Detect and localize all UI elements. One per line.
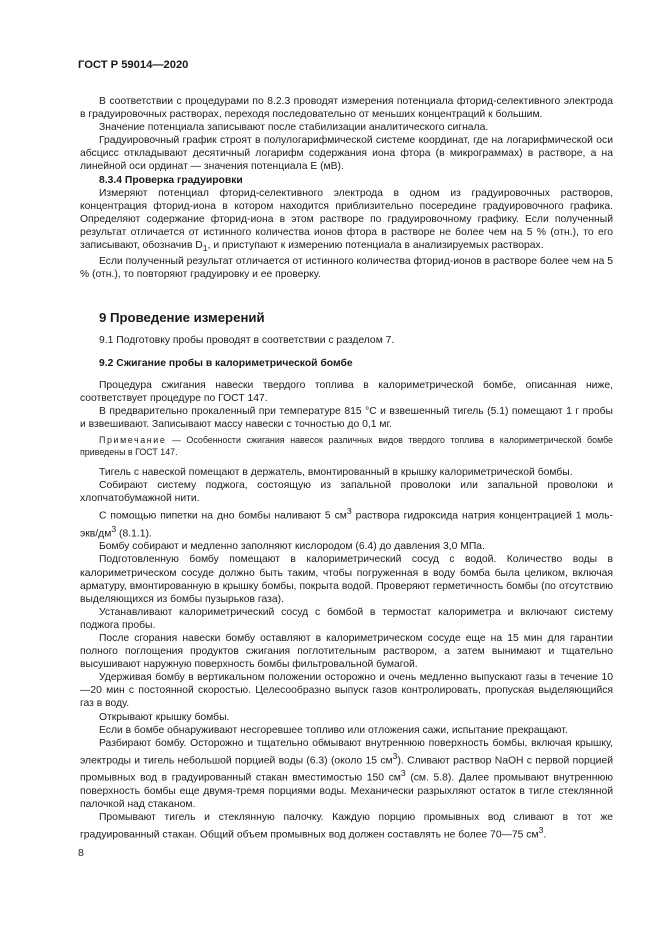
section-9-2-text-b bbox=[80, 466, 613, 842]
paragraph: В предварительно прокаленный при температуре 815 °С и взвешенный тигель (5.1) помещают 1 г пробы и взвешивают. Записывают массу навески с точностью до 0,1 мг. bbox=[80, 406, 613, 431]
page-number: 8 bbox=[78, 847, 84, 859]
paragraph: С помощью пипетки на дно бомбы наливают 5 $см^3$ раствора гидроксида натрия концентрацией 1 моль-$экв/дм^3$ (8.1.1). bbox=[80, 506, 613, 540]
section-9-2-text-a bbox=[80, 379, 613, 431]
paragraph: После сгорания навески бомбу оставляют в калориметрическом сосуде еще на 15 мин для гарантии полного поглощения продуктов сжигания поглотительным раствором, а затем вынимают и тщательно высушивают наружную поверхность бомбы фильтровальной бумагой. bbox=[80, 633, 613, 671]
paragraph: В соответствии с процедурами по 8.2.3 проводят измерения потенциала фторид-селективного электрода в градуировочных растворах, переходя последовательно от меньших концентраций к большим. bbox=[80, 96, 613, 121]
paragraph: Удерживая бомбу в вертикальном положении осторожно и очень медленно выпускают газы в течение 10—20 мин с постоянной скоростью. Целесообразно выпуск газов контролировать, пропуская выделяющийся газ в воду. bbox=[80, 672, 613, 710]
paragraph: Значение потенциала записывают после стабилизации аналитического сигнала. bbox=[99, 122, 489, 134]
paragraph: Устанавливают калориметрический сосуд с бомбой в термостат калориметра и включают систему поджога пробы. bbox=[80, 606, 613, 631]
note: Примечание — Особенности сжигания навесок различных видов твердого топлива в калориметрической бомбе приведены в ГОСТ 147. bbox=[80, 435, 613, 457]
subsection-9-2-block bbox=[80, 357, 613, 370]
section-9-1 bbox=[80, 334, 613, 347]
section-9-title: 9 Проведение измерений bbox=[99, 310, 265, 325]
paragraph: 9.1 Подготовку пробы проводят в соответствии с разделом 7. bbox=[99, 335, 395, 346]
paragraph: Промывают тигель и стеклянную палочку. Каждую порцию промывных вод сливают в тот же градуированный стакан. Общий объем промывных вод должен составлять не более 70—75 $см^3$. bbox=[80, 812, 613, 841]
calibration-text bbox=[80, 95, 613, 281]
paragraph: Если в бомбе обнаруживают несгоревшее топливо или отложения сажи, испытание прекращают. bbox=[99, 724, 568, 736]
subsection-heading-9-2: 9.2 Сжигание пробы в калориметрической бомбе bbox=[99, 358, 353, 369]
paragraph: Собирают систему поджога, состоящую из запальной проволоки или запальной проволоки и хлопчатобумажной нити. bbox=[80, 480, 613, 505]
note-label: Примечание bbox=[99, 435, 167, 445]
paragraph: Бомбу собирают и медленно заполняют кислородом (6.4) до давления 3,0 МПа. bbox=[99, 541, 485, 553]
paragraph: Подготовленную бомбу помещают в калориметрический сосуд с водой. Количество воды в калориметрическом сосуде должно быть таким, чтобы погруженная в воду бомба была целиком, включая арматуру, вмонтированную в крышку бомбы, покрыта водой. Проверяют герметичность бомбы (по отсутствию выделяющихся из бомбы пузырьков газа). bbox=[80, 554, 613, 605]
paragraph: Открывают крышку бомбы. bbox=[99, 711, 230, 723]
paragraph: Тигель с навеской помещают в держатель, вмонтированный в крышку калориметрической бомбы. bbox=[99, 467, 573, 478]
paragraph: Градуировочный график строят в полулогарифмической системе координат, где на логарифмической оси абсцисс откладывают десятичный логарифм содержания иона фтора (в микрограммах) в растворе, а на линейной оси ординат — значения потенциала E (мВ). bbox=[80, 135, 613, 173]
section-9-title-block bbox=[80, 311, 613, 324]
subsection-heading-8-3-4: 8.3.4 Проверка градуировки bbox=[99, 174, 243, 186]
paragraph: Если полученный результат отличается от истинного количества фторид-ионов в растворе более чем на 5 % (отн.), то повторяют градуировку и ее проверку. bbox=[80, 256, 613, 281]
paragraph: Процедура сжигания навески твердого топлива в калориметрической бомбе, описанная ниже, соответствует процедуре по ГОСТ 147. bbox=[80, 380, 613, 405]
paragraph: Разбирают бомбу. Осторожно и тщательно обмывают внутреннюю поверхность бомбы, включая крышку, электроды и тигель небольшой порцией воды (6.3) (около 15 $см^3$). Сливают раствор NaOH с первой порцией промывных вод в градуированный стакан вместимостью 150 $см^3$ (см. 5.8). Далее промывают внутреннюю поверхность бомбы еще двумя-тремя порциями воды. Механически разрыхляют остаток в тигле стеклянной палочкой над стаканом. bbox=[80, 737, 613, 810]
document-header: ГОСТ Р 59014—2020 bbox=[78, 59, 189, 71]
note-block bbox=[80, 434, 613, 458]
paragraph: Измеряют потенциал фторид-селективного электрода в одном из градуировочных растворов, концентрация фторид-иона в котором находится приблизительно посередине градуировочного графика. Определяют содержание фторид-иона в этом растворе по градуировочному графику. Если полученный результат отличается от истинного количества ионов фтора в растворе не более чем на 5 % (отн.), то его записывают, обозначив $D_1$, и приступают к измерению потенциала в анализируемых растворах. bbox=[80, 187, 613, 254]
